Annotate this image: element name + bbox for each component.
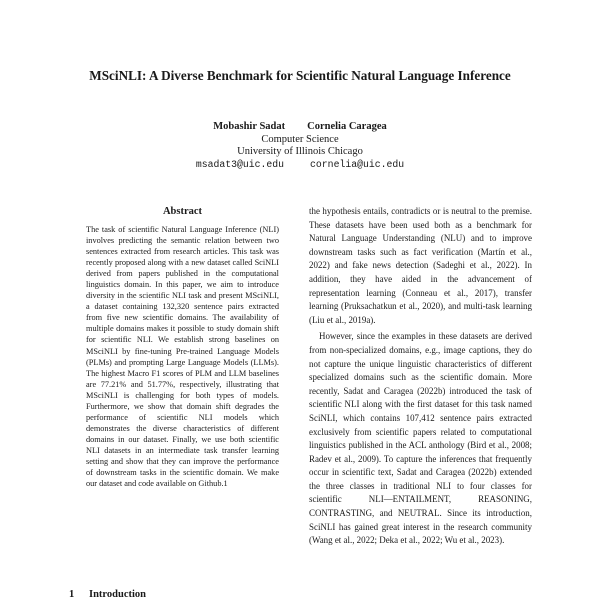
section-heading xyxy=(69,589,279,600)
paper-title: MSciNLI: A Diverse Benchmark for Scientific Natural Language Inference xyxy=(89,68,511,83)
author-email: msadat3@uic.edu xyxy=(195,158,285,170)
abstract-text: The task of scientific Natural Language Inference (NLI) involves predicting the semantic relation between two sentences extracted from research articles. This task was recently proposed along with a new dataset called SciNLI derived from papers published in the computational linguistics domain. In this paper, we aim to introduce diversity in the scientific NLI task and present MSciNLI, a dataset containing 132,320 sentence pairs extracted from five new scientific domains. The availability of multiple domains makes it possible to study domain shift for scientific NLI. We establish strong baselines on MSciNLI by fine-tuning Pre-trained Language Models (PLMs) and prompting Large Language Models (LLMs). The highest Macro F1 scores of PLM and LLM baselines are 77.21% and 51.77%, respectively, illustrating that MSciNLI is challenging for both types of models. Furthermore, we show that domain shift degrades the performance of scientific NLI models which demonstrates the diverse characteristics of different domains in our dataset. Finally, we use both scientific NLI datasets in an intermediate task transfer learning setting and show that they can improve the performance of downstream tasks in the scientific domain. We make our dataset and code available on Github.1 xyxy=(86,225,279,489)
abstract-heading: Abstract xyxy=(162,206,203,217)
affiliation-dept: Computer Science xyxy=(261,133,339,145)
section-number: 1 xyxy=(69,589,75,600)
author-names xyxy=(60,121,540,134)
section-title: Introduction xyxy=(89,589,146,600)
author-name: Cornelia Caragea xyxy=(307,121,387,132)
body-paragraph: the hypothesis entails, contradicts or is neutral to the premise. These datasets have been used both as a benchmark for Natural Language Understanding (NLU) and to improve downstream tasks such as fact verification (Martín et al., 2022) and fake news detection (Sadeghi et al., 2022). In addition, they have aided in the advancement of representation learning (Conneau et al., 2017), transfer learning (Pruksachatkun et al., 2020), and multi-task learning (Liu et al., 2019a). xyxy=(309,206,532,325)
body-paragraph: However, since the examples in these datasets are derived from non-specialized domains, e.g., image captions, they do not capture the unique linguistic characteristics of different specialized domains such as the scientific domain. More recently, Sadat and Caragea (2022b) introduced the task of scientific NLI along with the first dataset for this task named SciNLI, which contains 107,412 sentence pairs extracted exclusively from scientific papers related to computational linguistics published in the ACL anthology (Bird et al., 2008; Radev et al., 2009). To capture the inferences that frequently occur in scientific text, Sadat and Caragea (2022b) extended the three classes in traditional NLI to four classes for scientific NLI—ENTAILMENT, REASONING, CONTRASTING, and NEUTRAL. Since its introduction, SciNLI has gained great interest in the research community (Wang et al., 2022; Deka et al., 2022; Wu et al., 2023). xyxy=(309,331,532,546)
author-email: cornelia@uic.edu xyxy=(310,158,405,170)
affiliation-univ: University of Illinois Chicago xyxy=(237,146,363,157)
author-emails xyxy=(60,159,540,172)
right-column xyxy=(309,205,532,548)
author-name: Mobashir Sadat xyxy=(213,121,286,132)
author-block xyxy=(60,121,540,171)
